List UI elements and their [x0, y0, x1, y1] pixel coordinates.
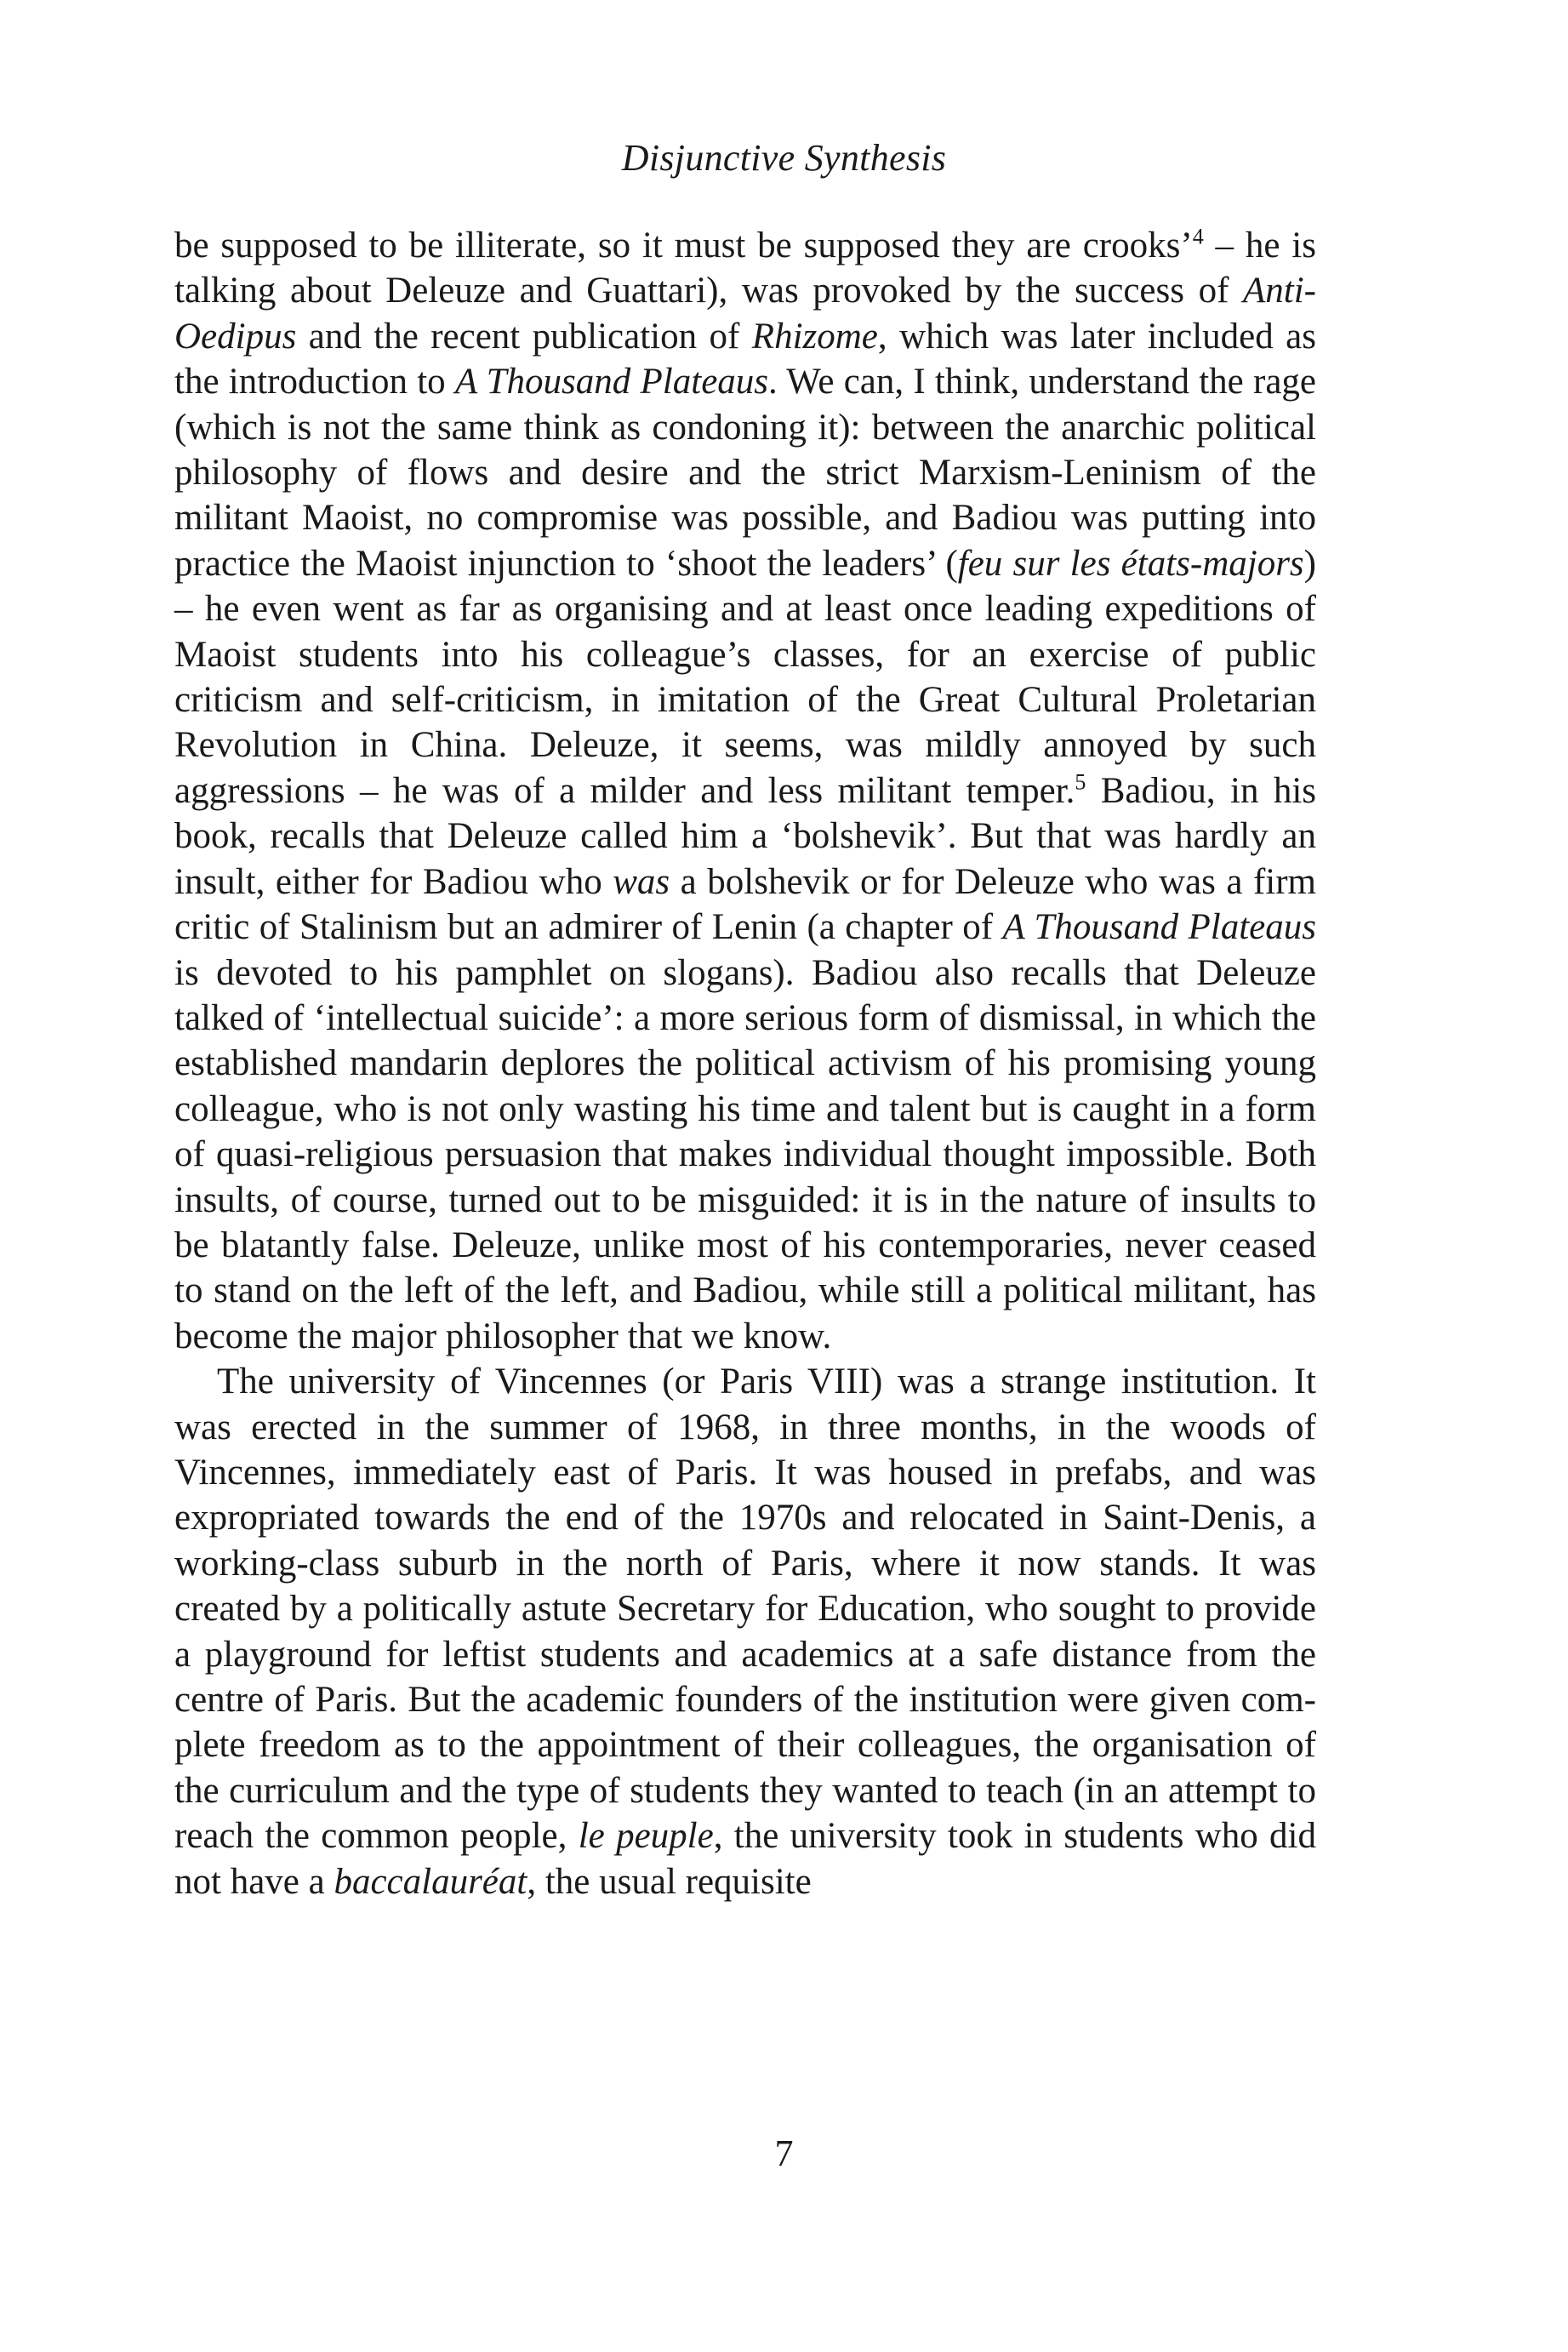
text-run: , the university took in students who did not have a: [174, 1816, 1316, 1902]
text-run: . We can, I think, understand the rage (which is not the same think as condoning it): between the anarchic political philosophy of flows and desire and the strict Marxism-Leninism of the militant Maoist, no compromise was possible, and Badiou was putting into practice the Maoist injunction to ‘shoot the leaders’ (: [174, 362, 1316, 584]
text-run: a bolshevik or for Deleuze who was a firm critic of Stalinism but an admirer of Lenin (a chapter of: [174, 861, 1316, 948]
title-a-thousand-plateaus: A Thousand Plateaus: [454, 362, 769, 402]
italic-phrase: baccalauréat: [334, 1861, 527, 1902]
text-run: ) – he even went as far as organising and at least once leading expeditions of Maoist students into his colleague’s classes, for an exercise of public criticism and self-criticism, in imitation of the Great Cultural Proletarian Revolution in China. Deleuze, it seems, was mildly annoyed by such aggressions – he was of a milder and less militant temper.: [174, 543, 1316, 811]
text-run: – he is talking about Deleuze and Guattari), was provoked by the success of: [174, 225, 1316, 311]
text-run: be supposed to be illiterate, so it must be supposed they are crooks’: [174, 225, 1193, 265]
emphasis-was: was: [613, 861, 670, 902]
running-head: Disjunctive Synthesis: [621, 137, 947, 179]
title-anti-oedipus: Anti-Oedipus: [174, 271, 1316, 357]
text-run: , the usual requisite: [527, 1861, 812, 1902]
italic-phrase: feu sur les états-majors: [957, 543, 1304, 584]
paragraph: [174, 223, 1316, 1359]
text-run: , which was later included as the introduction to: [174, 316, 1316, 402]
paragraph: [174, 1359, 1316, 1904]
title-a-thousand-plateaus: A Thousand Plateaus: [1002, 907, 1317, 948]
title-rhizome: Rhizome: [751, 316, 878, 357]
footnote-ref-5[interactable]: 5: [1075, 769, 1086, 795]
text-run: Badiou, in his book, recalls that Deleuze called him a ‘bolshevik’. But that was hardly an insult, either for Badiou who: [174, 770, 1316, 902]
page-number: 7: [774, 2132, 794, 2174]
body-text: [174, 223, 1316, 1904]
text-run: The university of Vincennes (or Paris VIII) was a strange institution. It was erected in the summer of 1968, in three months, in the woods of Vincennes, immediately east of Paris. It was housed in prefabs, and was expropriated towards the end of the 1970s and relocated in Saint-Denis, a working-class suburb in the north of Paris, where it now stands. It was created by a politically astute Secretary for Education, who sought to provide a playground for leftist students and academics at a safe distance from the centre of Paris. But the academic founders of the institution were given complete freedom as to the appointment of their colleagues, the organisation of the curriculum and the type of students they wanted to teach (in an attempt to reach the common people,: [174, 1362, 1316, 1857]
text-run: is devoted to his pamphlet on slogans). Badiou also recalls that Deleuze talked of ‘intellectual suicide’: a more serious form of dismissal, in which the established mandarin deplores the political activism of his promising young colleague, who is not only wasting his time and talent but is caught in a form of quasi-religious persuasion that makes individual thought impossible. Both insults, of course, turned out to be misguided: it is in the nature of insults to be blatantly false. Deleuze, unlike most of his contemporaries, never ceased to stand on the left of the left, and Badiou, while still a political militant, has become the major philosopher that we know.: [174, 952, 1316, 1356]
text-run: and the recent publication of: [296, 316, 752, 357]
italic-phrase: le peuple: [578, 1816, 714, 1857]
footnote-ref-4[interactable]: 4: [1192, 224, 1204, 249]
